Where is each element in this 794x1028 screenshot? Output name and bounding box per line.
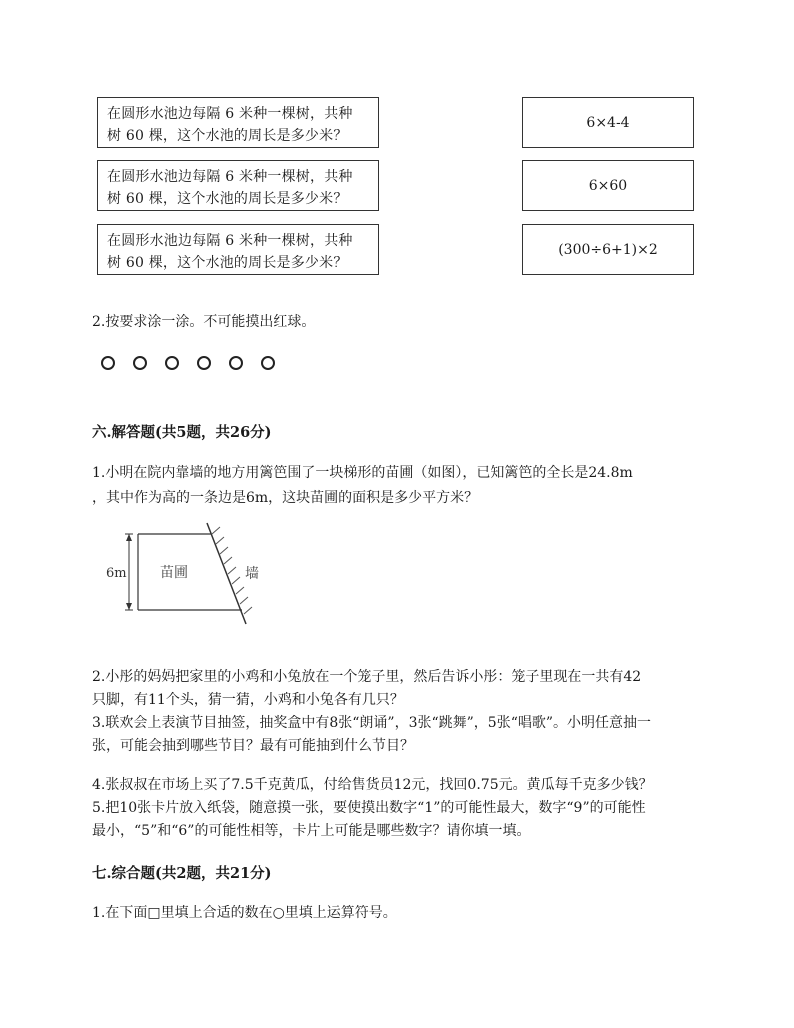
- ball-circle-6[interactable]: [261, 356, 275, 370]
- answer-box-1: [522, 97, 694, 148]
- problem-1-line-1: 1.小明在院内靠墙的地方用篱笆围了一块梯形的苗圃（如图），已知篱笆的全长是24.8m: [92, 465, 633, 481]
- section-7-problem-1: 1.在下面□里填上合适的数在○里填上运算符号。: [92, 905, 397, 921]
- height-label: 6m: [106, 566, 127, 581]
- question-line: 在圆形水池边每隔 6 米种一棵树，共种: [107, 106, 353, 122]
- ball-circle-1[interactable]: [101, 356, 115, 370]
- ball-circle-5[interactable]: [229, 356, 243, 370]
- wall-label: 墙: [245, 566, 259, 582]
- problem-5-line-2: 最小，“5”和“6”的可能性相等，卡片上可能是哪些数字？请你填一填。: [92, 823, 531, 839]
- question-line: 树 60 棵，这个水池的周长是多少米？: [107, 255, 348, 271]
- garden-figure: [100, 520, 278, 638]
- question-2-text: 2.按要求涂一涂。不可能摸出红球。: [92, 314, 316, 330]
- answer-expression: 6×4-4: [586, 114, 630, 131]
- garden-label: 苗圃: [160, 565, 188, 581]
- answer-expression: 6×60: [588, 177, 628, 194]
- section-7-heading: 七.综合题(共2题，共21分): [92, 865, 272, 882]
- answer-expression: (300÷6+1)×2: [558, 241, 658, 258]
- question-line: 在圆形水池边每隔 6 米种一棵树，共种: [107, 169, 353, 185]
- answer-box-3: [522, 224, 694, 275]
- ball-circle-3[interactable]: [165, 356, 179, 370]
- wall-line: [207, 523, 246, 624]
- arrow-up-icon: [126, 534, 132, 541]
- question-line: 树 60 棵，这个水池的周长是多少米？: [107, 191, 348, 207]
- problem-5-line-1: 5.把10张卡片放入纸袋，随意摸一张，要使摸出数字“1”的可能性最大，数字“9”的可能性: [92, 800, 646, 816]
- problem-1-line-2: ，其中作为高的一条边是6m，这块苗圃的面积是多少平方米？: [92, 490, 479, 506]
- problem-3-line-1: 3.联欢会上表演节目抽签，抽奖盒中有8张“朗诵”，3张“跳舞”，5张“唱歌”。小明任意抽一: [92, 715, 652, 731]
- problem-4-line-1: 4.张叔叔在市场上买了7.5千克黄瓜，付给售货员12元，找回0.75元。黄瓜每千克多少钱？: [92, 777, 653, 793]
- problem-2-line-1: 2.小彤的妈妈把家里的小鸡和小兔放在一个笼子里，然后告诉小彤：笼子里现在一共有42: [92, 669, 642, 685]
- question-box-2: [97, 160, 379, 211]
- question-box-3: [97, 224, 379, 275]
- arrow-down-icon: [126, 603, 132, 610]
- problem-2-line-2: 只脚，有11个头，猜一猜，小鸡和小兔各有几只？: [92, 692, 404, 708]
- ball-circle-2[interactable]: [133, 356, 147, 370]
- question-line: 树 60 棵，这个水池的周长是多少米？: [107, 128, 348, 144]
- answer-box-2: [522, 160, 694, 211]
- question-line: 在圆形水池边每隔 6 米种一棵树，共种: [107, 233, 353, 249]
- ball-circle-4[interactable]: [197, 356, 211, 370]
- problem-3-line-2: 张，可能会抽到哪些节目？最有可能抽到什么节目？: [92, 738, 414, 754]
- section-6-heading: 六.解答题(共5题，共26分): [92, 424, 272, 441]
- question-box-1: [97, 97, 379, 148]
